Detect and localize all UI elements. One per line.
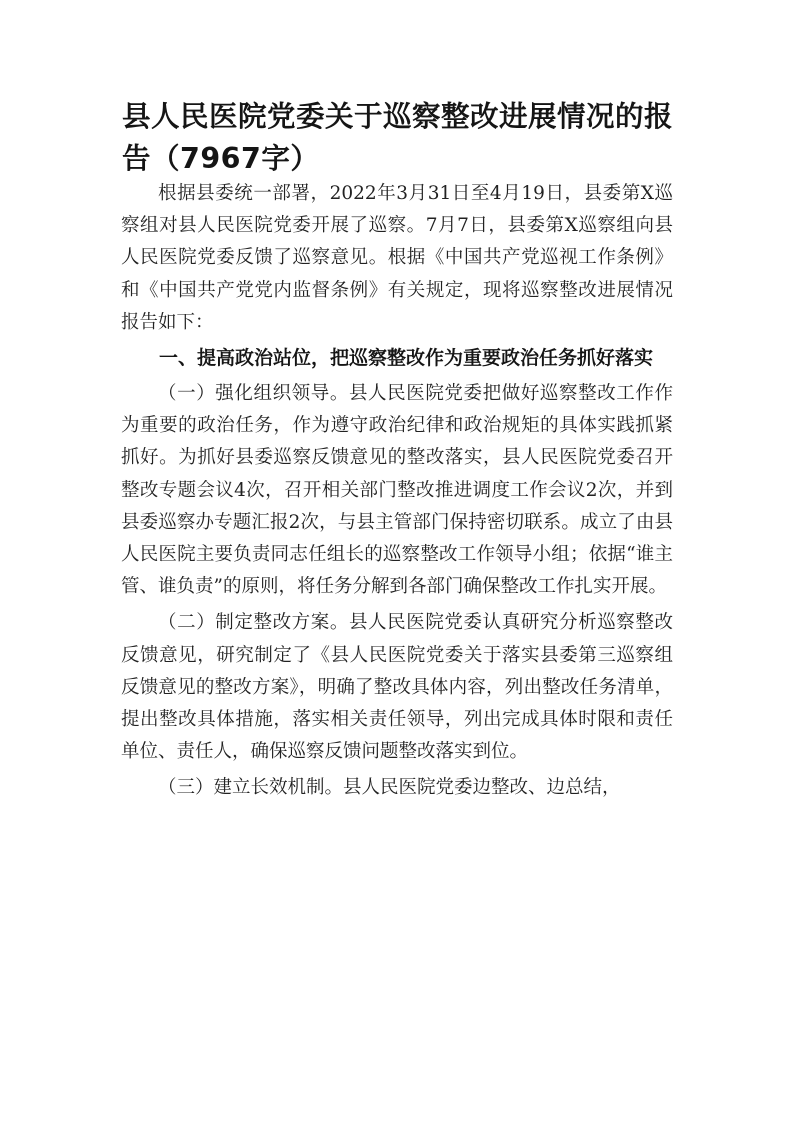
intro-paragraph: 根据县委统一部署，2022年3月31日至4月19日，县委第X巡察组对县人民医院党委开展了巡察。7月7日，县委第X巡察组向县人民医院党委反馈了巡察意见。根据《中国共产党巡视工作条例》和《中国共产党党内监督条例》有关规定，现将巡察整改进展情况报告如下： xyxy=(121,183,673,333)
section-heading: 一、提高政治站位，把巡察整改作为重要政治任务抓好落实 xyxy=(159,347,654,370)
paragraph-long-term-mechanism: （三）建立长效机制。县人民医院党委边整改、边总结， xyxy=(158,777,621,799)
document-title: 县人民医院党委关于巡察整改进展情况的报告（7967字） xyxy=(122,100,674,175)
paragraph-rectification-plan: （二）制定整改方案。县人民医院党委认真研究分析巡察整改反馈意见，研究制定了《县人民医院党委关于落实县委第三巡察组反馈意见的整改方案》，明确了整改具体内容，列出整改任务清单，提出整改具体措施，落实相关责任领导，列出完成具体时限和责任单位、责任人，确保巡察反馈问题整改落实到位。 xyxy=(121,612,673,763)
paragraph-organization-leadership: （一）强化组织领导。县人民医院党委把做好巡察整改工作作为重要的政治任务，作为遵守政治纪律和政治规矩的具体实践抓紧抓好。为抓好县委巡察反馈意见的整改落实，县人民医院党委召开整改专题会议4次，召开相关部门整改推进调度工作会议2次，并到县委巡察办专题汇报2次，与县主管部门保持密切联系。成立了由县人民医院主要负责同志任组长的巡察整改工作领导小组；依据“谁主管、谁负责”的原则，将任务分解到各部门确保整改工作扎实开展。 xyxy=(121,383,673,598)
document-body xyxy=(121,178,673,809)
